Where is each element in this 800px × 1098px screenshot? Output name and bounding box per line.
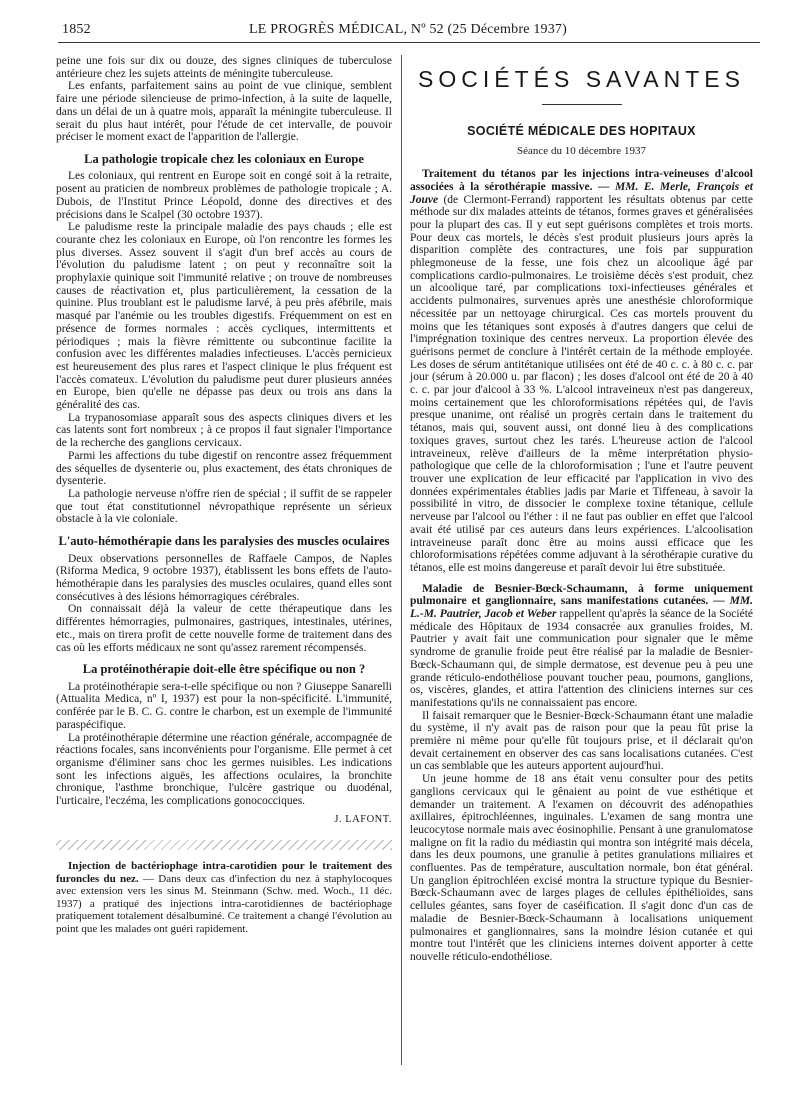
- tetanos-authors: — MM. E. Merle, François et Jouve: [410, 180, 753, 206]
- header-rule: [58, 42, 760, 43]
- paragraph: Les enfants, parfaitement sains au point de vue clinique, semblent faire une période silencieuse de primo-infection, à la suite de laquelle, dans un délai de un à quatre mois, apparaît la méningite tuberculeuse. Il serait du plus haut intérêt, pour l'étude de cet intervalle, de pouvoir préciser le moment exact de l'apparition de l'allergie.: [56, 80, 392, 144]
- society-name: SOCIÉTÉ MÉDICALE DES HOPITAUX: [467, 123, 696, 138]
- paragraph: On connaissait déjà la valeur de cette thérapeutique dans les différentes hémorragies, pulmonaires, gastriques, intestinales, utérines, etc., mais on tirera profit de cette nouvelle forme de traitement dans des cas où les efforts médicaux ne sont qu'assez rarement récompensés.: [56, 603, 392, 654]
- paragraph: peine une fois sur dix ou douze, des signes cliniques de tuberculose antérieure chez les sujets atteints de méningite tuberculeuse.: [56, 55, 392, 80]
- besnier-text: rappellent qu'après la séance de la Société médicale des Hôpitaux de 1934 consacrée aux granulies froides, M. Pautrier y avait fait une communication pour signaler que le même syndrome de granulie froide peut être réalisé par la maladie de Besnier-Bœck-Schaumann qui, de simple dermatose, est devenue peu à peu une grande réticulo-endothéliose pouvant toucher peau, poumons, ganglions, os, viscères, glandes, et attira l'attention des cliniciens internes sur ces manifestations qu'ils ne connaissaient pas encore.: [410, 608, 753, 709]
- paragraph: Deux observations personnelles de Raffaele Campos, de Naples (Riforma Medica, 9 octobre 1937), établissent les bons effets de l'auto-hémothérapie dans les paralysies des muscles oculaires, quand elles sont consécutives à des lésions hémorragiques cérébrales.: [56, 552, 392, 603]
- paragraph: La trypanosomiase apparaît sous des aspects cliniques divers et les cas latents sont fort nombreux ; à ce propos il faut signaler l'importance de la recherche des ganglions cervicaux.: [56, 411, 392, 450]
- section-heading-tropical: La pathologie tropicale chez les coloniaux en Europe: [84, 151, 364, 166]
- seance-date: Séance du 10 décembre 1937: [517, 145, 646, 158]
- paragraph: La protéinothérapie sera-t-elle spécifique ou non ? Giuseppe Sanarelli (Attualita Medica, nº I, 1937) est pour la non-spécificité. L'immunité, conférée par le B. C. G. contre le charbon, est un exemple de l'immunité paraspécifique.: [56, 680, 392, 731]
- section-title: SOCIÉTÉS SAVANTES: [418, 66, 745, 92]
- paragraph: Les coloniaux, qui rentrent en Europe soit en congé soit à la retraite, posent au praticien de nombreux problèmes de pathologie tropicale ; A. Dubois, de l'Institut Prince Léopold, donne des directives et des précisions dans le Scalpel (30 octobre 1937).: [56, 170, 392, 221]
- column-divider: [401, 55, 402, 1065]
- besnier-article: [410, 583, 753, 710]
- section-heading-proteino: La protéinothérapie doit-elle être spécifique ou non ?: [82, 662, 366, 677]
- right-column: [410, 55, 753, 1098]
- paragraph: Le paludisme reste la principale maladie des pays chauds ; elle est courante chez les coloniaux en Europe, où l'on rencontre les formes les plus diverses. Assez souvent il s'agit d'un bref accès au cours de l'évolution du paludisme latent ; on peut y reconnaître soit la prophylaxie quinique soit l'immunité relative ; on trouve de nombreuses causes de réactivation et, plus particulièrement, la cessation de la quinine. Plus troublant est le paludisme larvé, à peu près afébrile, mais masqué par l'anémie ou les troubles digestifs. Fréquemment on est en présence de formes normales : accès cycliques, intermittents et périodiques ; mais la fièvre rémittente ou subcontinue facilite la confusion avec les différentes maladies infectieuses. L'accès pernicieux est heureusement des plus rares et l'aspect clinique le plus fréquent est l'accès comateux. L'évolution du paludisme peut durer plusieurs années en Europe, bien qu'elle ne dépasse pas deux ou trois ans dans la généralité des cas.: [56, 221, 392, 412]
- section-heading-autohemo: L'auto-hémothérapie dans les paralysies des muscles oculaires: [58, 534, 390, 549]
- paragraph: Un jeune homme de 18 ans était venu consulter pour des petits ganglions cervicaux qui le gênaient au point de vue esthétique et demander un traitement. A l'examen on découvrit des adénopathies axillaires, épitrochléennes, inguinales. L'examen de sang montra une leucocytose normale mais avec éosinophilie. Pensant à une granulomatose maligne on fit la radio du médiastin qui montra son intégrité mais décela, dans les deux poumons, une granulie à petites granulations miliaires et confluentes. Pas de température, auscultation normale, bon état général. Un ganglion épitrochléen excisé montra la structure typique du Besnier-Bœck-Schaumann avec de larges plages de cellules épithélioïdes, sans cellules géantes, sans foyer de caséification. Il s'agit donc d'un cas de maladie de Besnier-Bœck-Schaumann à localisations uniquement pulmonaires et ganglionnaires, sans la moindre lésion cutanée et qui montre tout l'intérêt que les cliniciens internes doivent apporter à cette nouvelle réticulo-endothéliose.: [410, 773, 753, 963]
- paragraph: La protéinothérapie détermine une réaction générale, accompagnée de réactions focales, sans inconvénients pour l'organisme. Elle permet à cet organisme d'éliminer sans choc les germes nuisibles. Les indications sont les infections aiguës, les affections oculaires, la bronchite chronique, l'asthme bronchique, l'ulcère gastrique ou duodénal, l'urticaire, l'eczéma, les complications gonococciques.: [56, 731, 392, 808]
- signature: J. LAFONT.: [334, 813, 392, 825]
- injection-title: Injection de bactériophage intra-carotidien pour le traitement des furoncles du nez.: [56, 860, 392, 885]
- paragraph: La pathologie nerveuse n'offre rien de spécial ; il suffit de se rappeler que tout état constitutionnel névropathique représente un sérieux obstacle à la vie coloniale.: [56, 488, 392, 526]
- paragraph: Il faisait remarquer que le Besnier-Bœck-Schaumann étant une maladie du système, il n'y avait pas de raison pour que la peau fût prise la première ni même pour qu'elle fût toujours prise, et il déclarait qu'on devait certainement en observer des cas sans localisations cutanées. C'est un cas semblable que les auteurs apportent aujourd'hui.: [410, 709, 753, 773]
- paragraph: Parmi les affections du tube digestif on rencontre assez fréquemment des séquelles de dysenterie ou, plus exactement, des états chroniques de dysenterie.: [56, 449, 392, 488]
- tetanos-title: Traitement du tétanos par les injections intra-veineuses d'alcool associées à la sérothérapie massive.: [410, 168, 753, 193]
- page-number: 1852: [62, 22, 91, 37]
- wavy-divider: [56, 840, 392, 850]
- short-rule: [542, 104, 622, 105]
- journal-title: LE PROGRÈS MÉDICAL, Nº 52 (25 Décembre 1937): [249, 22, 567, 37]
- injection-note: [56, 860, 392, 934]
- tetanos-article: [410, 168, 753, 575]
- left-column: [56, 55, 392, 1098]
- besnier-title: Maladie de Besnier-Bœck-Schaumann, à forme uniquement pulmonaire et ganglionnaire, sans manifestations cutanées.: [410, 582, 753, 608]
- injection-text: — Dans deux cas d'infection du nez à staphylocoques avec extension vers les sinus M. Steinmann (Schw. med. Woch., 11 déc. 1937) a pratiqué des injections intra-carotidiennes de bactériophage pratiquement totalement désalbuminé. Ce traitement a changé l'évolution au point que les malades ont guéri rapidement.: [56, 872, 392, 935]
- tetanos-text: (de Clermont-Ferrand) rapportent les résultats obtenus par cette méthode sur dix malades atteints de tétanos, formes graves et généralisées pour la plupart des cas. Il y eut sept guérisons complètes et trois morts. Pour deux cas mortels, le décès s'est produit plusieurs jours après la disparition complète des contractures, une fois par suppuration phlegmoneuse de la fesse, une fois chez un alcoolique âgé par complications cardio-pulmonaires. Le troisième décès s'est produit, chez un alcoolique taré, par complications toxi-infectieuses générales et accidents pulmonaires, survenues après une anesthésie chloroformique nécessitée par un nettoyage chirurgical. Ces cas mortels prouvent du moins que les tétaniques sont exposés à d'autres dangers que celui de l'imprégnation toxinique des centres nerveux. La proportion élevée des guérisons permet de conclure à l'intérêt certain de la méthode employée. Les doses de sérum antitétanique utilisées ont été de 40 c. c. à 80 c. c. par jour (sérum à 20.000 u. par flacon) ; les doses d'alcool ont été de 20 à 40 c. c. par jour d'alcool à 33 %. L'alcool intraveineux n'est pas dangereux, moins certainement que les chloroformisations répétées qui, de l'avis presque unanime, ont réalisé un progrès certain dans le traitement du tétanos, mais qui, souvent aussi, ont donné lieu à des complications toxiques graves, surtout chez les tarés. L'heureuse action de l'alcool intraveineux, relève d'ailleurs de la même interprétation physio-pathologique que celle de la chloroformisation ; l'une et l'autre peuvent trouver une explication de leur efficacité par l'application in vivo des données expérimentales établies jadis par Marie et Tiffeneau, à savoir la possibilité in vitro, de dissocier le complexe toxine tétanique, cellule nerveuse par l'alcool ou l'éther : il ne faut pas oublier en effet que l'alcool avait été utilisé par ces auteurs dans leurs expériences. L'alcoolisation intraveineuse paraît donc être au moins aussi efficace que les chloroformisations répétées comme adjuvant à la sérothérapie curative du tétanos, elle est moins dangereuse et paraît devoir lui être substituée.: [410, 193, 753, 574]
- besnier-authors: — MM. L.-M. Pautrier, Jacob et Weber: [410, 595, 753, 621]
